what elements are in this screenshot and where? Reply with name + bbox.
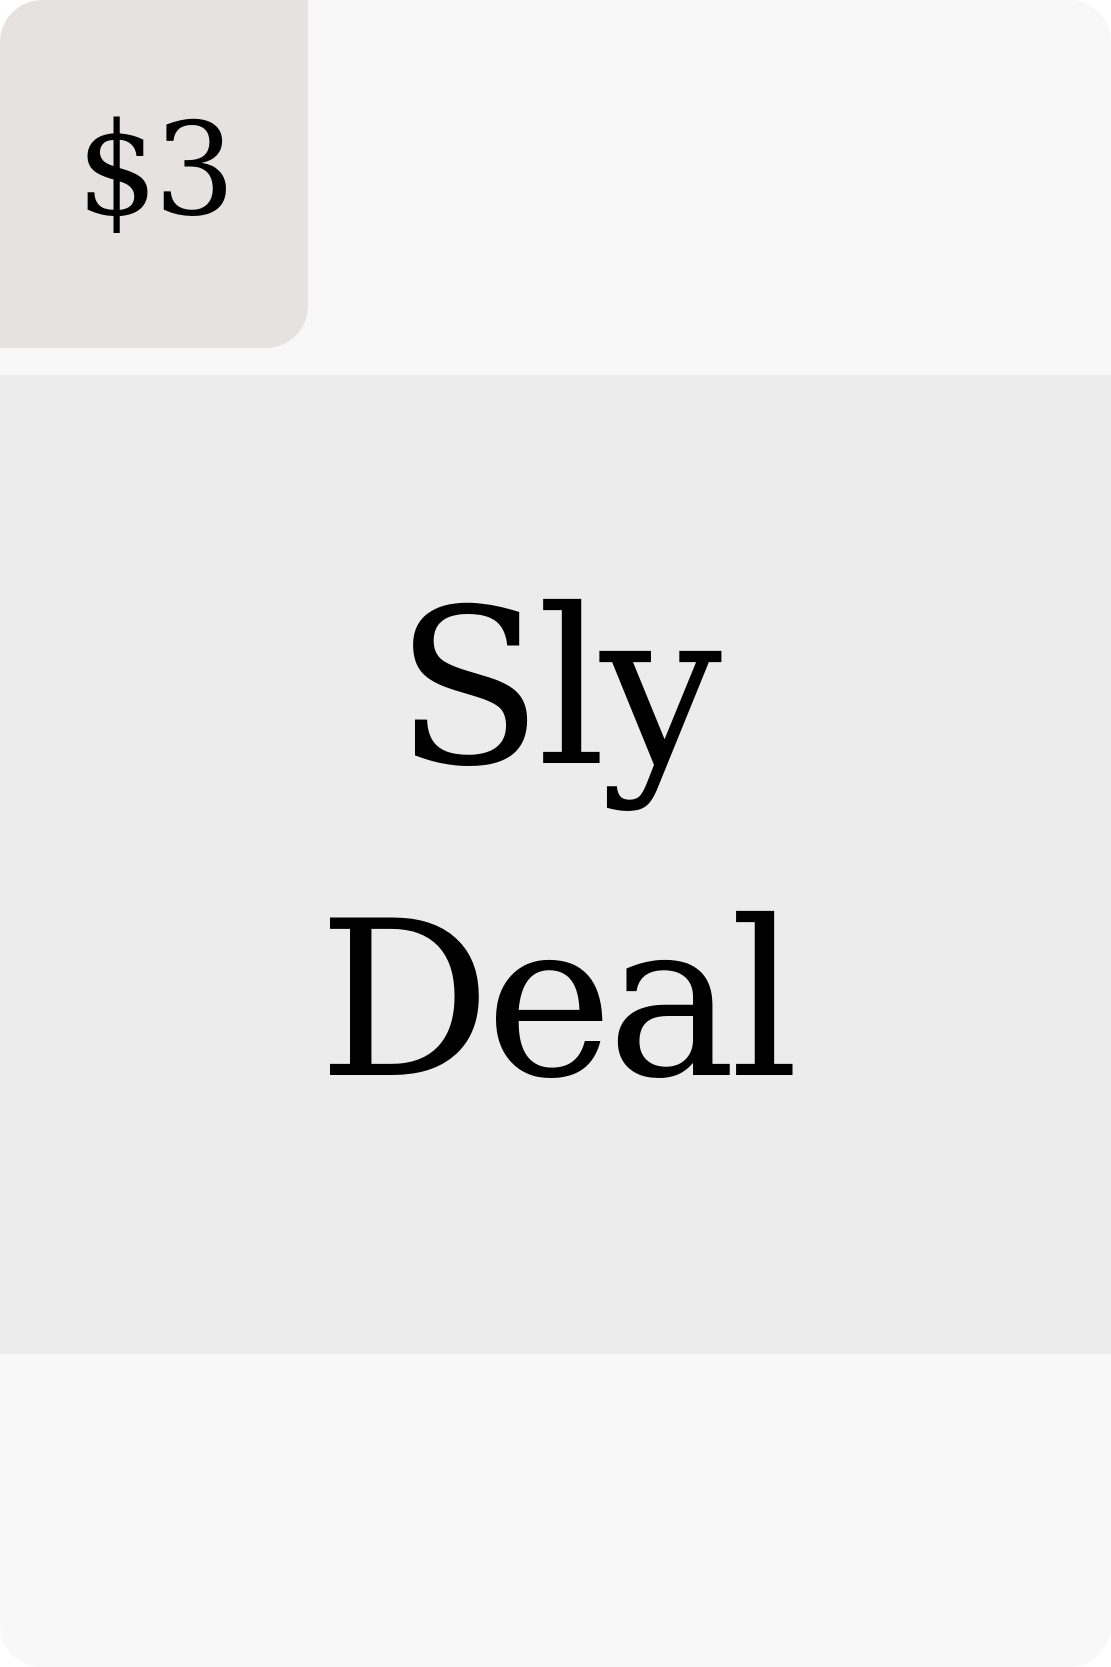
card-title-line-1: Sly — [394, 562, 717, 814]
card-title-line-2: Deal — [318, 874, 793, 1126]
card-title-panel — [0, 375, 1111, 1354]
card-value-badge — [0, 0, 308, 348]
card-value: $3 — [76, 96, 232, 245]
card-title — [318, 533, 793, 1157]
